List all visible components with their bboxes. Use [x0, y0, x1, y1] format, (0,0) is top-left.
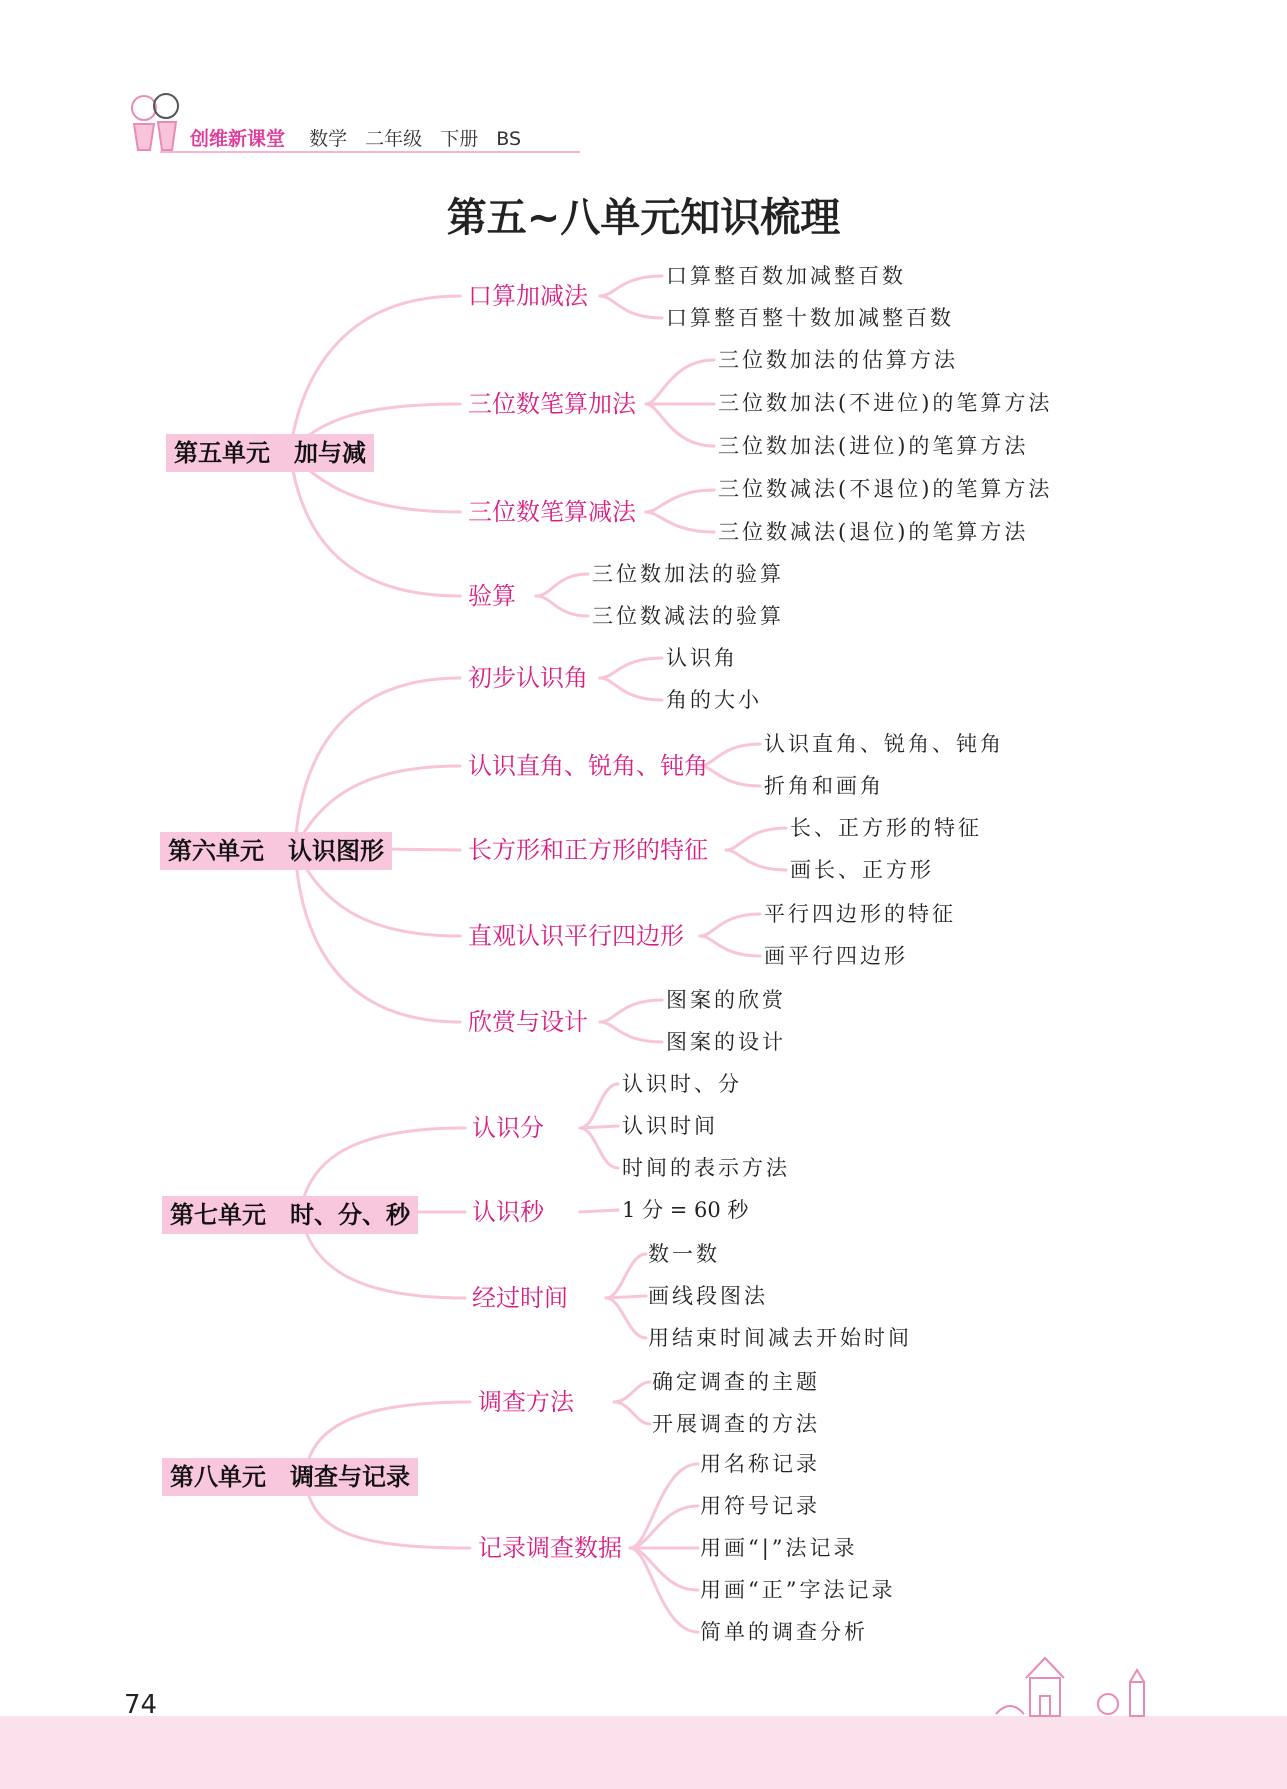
footer-band: [0, 1716, 1287, 1789]
leaf-item: 认识时、分: [622, 1072, 742, 1096]
leaf-item: 画长、正方形: [790, 858, 934, 882]
leaf-item: 数一数: [648, 1242, 720, 1266]
leaf-item: 三位数减法(退位)的笔算方法: [718, 520, 1029, 544]
topic-label: 直观认识平行四边形: [468, 922, 684, 950]
leaf-item: 1 分 = 60 秒: [622, 1198, 749, 1222]
unit-5-label: 第五单元 加与减: [166, 434, 374, 472]
leaf-item: 三位数减法的验算: [592, 604, 784, 628]
leaf-item: 用画“|”法记录: [700, 1536, 858, 1560]
castle-illustration: [990, 1652, 1170, 1722]
leaf-item: 三位数加法的估算方法: [718, 348, 958, 372]
leaf-item: 确定调查的主题: [652, 1370, 820, 1394]
leaf-item: 用结束时间减去开始时间: [648, 1326, 912, 1350]
topic-label: 三位数笔算加法: [468, 390, 636, 418]
leaf-item: 开展调查的方法: [652, 1412, 820, 1436]
leaf-item: 画平行四边形: [764, 944, 908, 968]
leaf-item: 用名称记录: [700, 1452, 820, 1476]
leaf-item: 用画“正”字法记录: [700, 1578, 896, 1602]
topic-label: 经过时间: [472, 1284, 568, 1312]
topic-label: 记录调查数据: [478, 1534, 622, 1562]
brand-name: 创维新课堂: [190, 128, 286, 150]
edition: BS: [496, 128, 522, 150]
unit-7-label: 第七单元 时、分、秒: [162, 1196, 418, 1234]
unit-6-label: 第六单元 认识图形: [160, 832, 392, 870]
page-title: 第五~八单元知识梳理: [446, 195, 841, 241]
leaf-item: 图案的设计: [666, 1030, 786, 1054]
leaf-item: 简单的调查分析: [700, 1620, 868, 1644]
leaf-item: 认识时间: [622, 1114, 718, 1138]
volume: 下册: [440, 128, 479, 150]
leaf-item: 三位数加法的验算: [592, 562, 784, 586]
topic-label: 调查方法: [478, 1388, 574, 1416]
leaf-item: 画线段图法: [648, 1284, 768, 1308]
leaf-item: 口算整百数加减整百数: [666, 264, 906, 288]
topic-label: 欣赏与设计: [468, 1008, 588, 1036]
leaf-item: 认识直角、锐角、钝角: [764, 732, 1004, 756]
topic-label: 三位数笔算减法: [468, 498, 636, 526]
topic-label: 认识秒: [472, 1198, 544, 1226]
topic-label: 初步认识角: [468, 664, 588, 692]
topic-label: 验算: [468, 582, 516, 610]
leaf-item: 时间的表示方法: [622, 1156, 790, 1180]
leaf-item: 三位数减法(不退位)的笔算方法: [718, 477, 1053, 501]
leaf-item: 用符号记录: [700, 1494, 820, 1518]
subject: 数学: [309, 128, 348, 150]
leaf-item: 长、正方形的特征: [790, 816, 982, 840]
leaf-item: 图案的欣赏: [666, 988, 786, 1012]
leaf-item: 三位数加法(进位)的笔算方法: [718, 434, 1029, 458]
leaf-item: 平行四边形的特征: [764, 902, 956, 926]
grade: 二年级: [365, 128, 423, 150]
page-number: 74: [124, 1690, 158, 1720]
leaf-item: 三位数加法(不进位)的笔算方法: [718, 391, 1053, 415]
unit-8-label: 第八单元 调查与记录: [162, 1458, 418, 1496]
topic-label: 认识分: [472, 1114, 544, 1142]
topic-label: 口算加减法: [468, 282, 588, 310]
topic-label: 长方形和正方形的特征: [468, 836, 708, 864]
leaf-item: 角的大小: [666, 688, 762, 712]
leaf-item: 折角和画角: [764, 774, 884, 798]
topic-label: 认识直角、锐角、钝角: [468, 752, 708, 780]
leaf-item: 认识角: [666, 646, 738, 670]
leaf-item: 口算整百整十数加减整百数: [666, 306, 954, 330]
